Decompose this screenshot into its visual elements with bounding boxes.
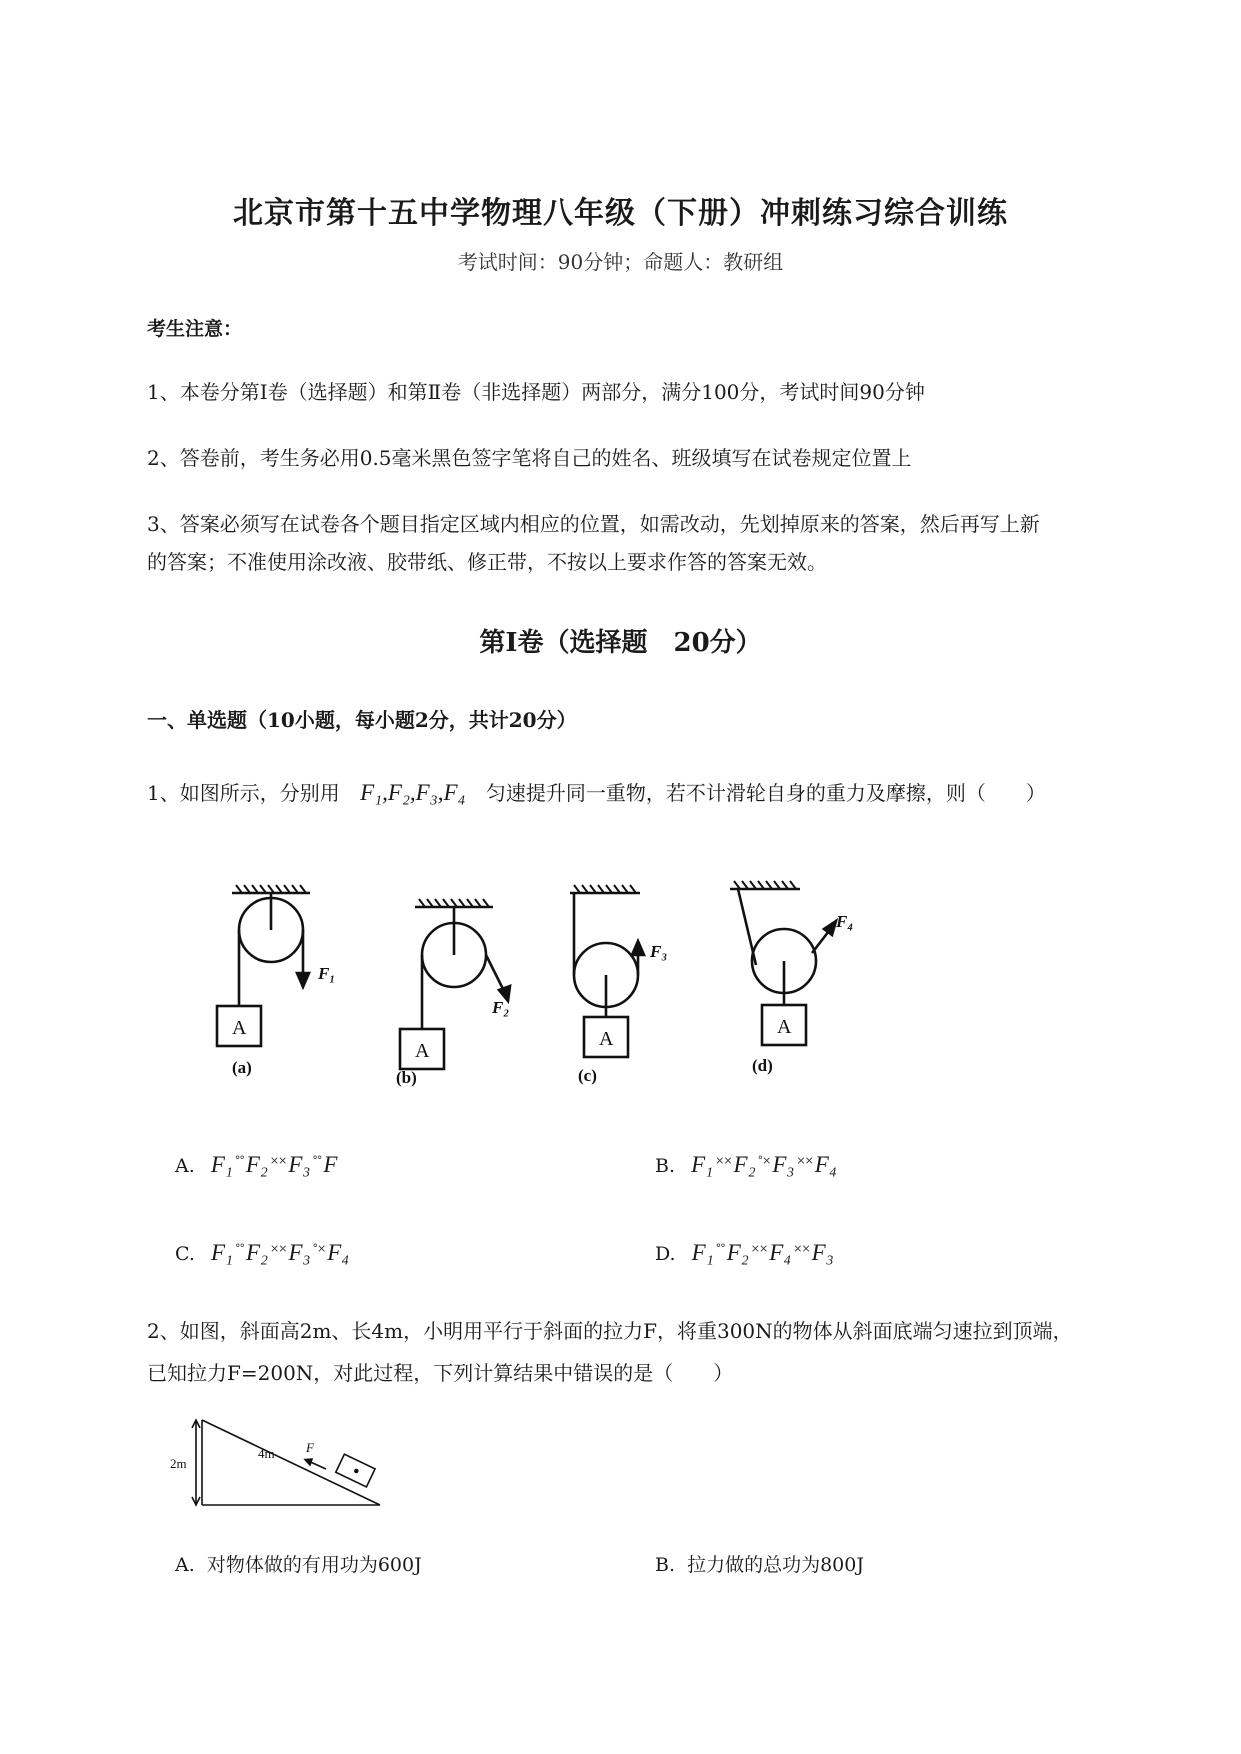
option-relation: °× xyxy=(312,1242,326,1255)
option-relation: ×× xyxy=(793,1242,810,1255)
option-relation: ×× xyxy=(796,1154,813,1167)
section-title: 第I卷（选择题 20分） xyxy=(479,628,762,658)
notice-item-1: 1、本卷分第I卷（选择题）和第Ⅱ卷（非选择题）两部分，满分100分，考试时间90分钟 xyxy=(147,380,925,404)
option-term: F₁ xyxy=(210,1152,233,1177)
option-term: F₁ xyxy=(691,1152,714,1177)
incline-figure xyxy=(170,1410,400,1510)
caption-c: (c) xyxy=(578,1066,597,1085)
pulley-diagram-a xyxy=(217,885,310,1046)
option-term: F₃ xyxy=(288,1240,311,1265)
option-term: F₃ xyxy=(811,1240,834,1265)
caption-a: (a) xyxy=(232,1058,252,1077)
option-letter: B. xyxy=(655,1554,676,1576)
pulley-figure xyxy=(160,865,980,1090)
force-label-f3: F₃ xyxy=(650,942,668,961)
option-letter: D. xyxy=(655,1243,676,1265)
block-label-b: A xyxy=(415,1040,430,1062)
caption-d: (d) xyxy=(752,1056,773,1075)
option-term: F₄ xyxy=(769,1240,792,1265)
section-subheading: 一、单选题（10小题，每小题2分，共计20分） xyxy=(147,708,577,732)
notice-item-3: 3、答案必须写在试卷各个题目指定区域内相应的位置，如需改动，先划掉原来的答案，然后再写上新 xyxy=(147,512,1040,536)
exam-info: 考试时间：90分钟；命题人：教研组 xyxy=(457,250,784,274)
option-letter: C. xyxy=(175,1243,195,1265)
option-relation: °× xyxy=(757,1154,771,1167)
incline-force-label: F xyxy=(306,1440,314,1455)
force-label-f1: F₁ xyxy=(318,964,336,983)
option-relation: ×× xyxy=(750,1242,768,1255)
q1-suffix: 匀速提升同一重物，若不计滑轮自身的重力及摩擦，则（ ） xyxy=(485,781,1046,805)
q1-option-c[interactable] xyxy=(175,1240,349,1266)
q2-option-a[interactable] xyxy=(175,1550,422,1577)
block-label-a: A xyxy=(232,1017,247,1039)
q1-forces: F₁,F₂,F₃,F₄ xyxy=(360,780,466,805)
option-term: F₂ xyxy=(733,1152,756,1177)
option-relation: °° xyxy=(312,1154,322,1167)
option-term: F₄ xyxy=(327,1240,350,1265)
q1-prefix: 1、如图所示，分别用 xyxy=(147,781,340,805)
incline-length-label: 4m xyxy=(258,1446,275,1461)
page-title: 北京市第十五中学物理八年级（下册）冲刺练习综合训练 xyxy=(233,196,1008,231)
option-term: F₂ xyxy=(245,1152,268,1177)
option-term: F₂ xyxy=(726,1240,749,1265)
option-relation: ×× xyxy=(715,1154,732,1167)
option-term: F₁ xyxy=(210,1240,233,1265)
notice-item-3-cont: 的答案；不准使用涂改液、胶带纸、修正带，不按以上要求作答的答案无效。 xyxy=(147,550,827,574)
question-2-line-2: 已知拉力F=200N，对此过程，下列计算结果中错误的是（ ） xyxy=(147,1361,734,1385)
question-1 xyxy=(147,772,1157,814)
notice-heading: 考生注意： xyxy=(147,318,243,340)
question-2-line-1: 2、如图，斜面高2m、长4m，小明用平行于斜面的拉力F，将重300N的物体从斜面底端匀速拉到顶端， xyxy=(147,1319,1073,1343)
force-label-f2: F₂ xyxy=(492,998,510,1017)
block-label-d: A xyxy=(777,1016,792,1038)
option-relation: °° xyxy=(715,1242,725,1255)
option-letter: A. xyxy=(175,1155,195,1177)
option-term: F₃ xyxy=(288,1152,311,1177)
option-relation: ×× xyxy=(269,1154,287,1167)
notice-item-2: 2、答卷前，考生务必用0.5毫米黑色签字笔将自己的姓名、班级填写在试卷规定位置上 xyxy=(147,446,912,470)
option-relation: ×× xyxy=(270,1242,287,1255)
option-term: F₁ xyxy=(691,1240,714,1265)
block-label-c: A xyxy=(599,1028,614,1050)
q1-option-a[interactable] xyxy=(175,1152,337,1178)
option-relation: °° xyxy=(235,1242,244,1255)
option-term: F₄ xyxy=(814,1152,837,1177)
option-term: F₃ xyxy=(772,1152,795,1177)
option-term: F₂ xyxy=(246,1240,269,1265)
option-text: 拉力做的总功为800J xyxy=(687,1554,864,1576)
incline-height-label: 2m xyxy=(170,1456,187,1471)
q2-option-b[interactable] xyxy=(655,1550,864,1577)
force-label-f4: F₄ xyxy=(836,912,854,931)
option-term: F xyxy=(323,1152,338,1177)
option-text: 对物体做的有用功为600J xyxy=(206,1554,422,1576)
option-letter: A. xyxy=(175,1554,195,1576)
q1-option-d[interactable] xyxy=(655,1240,834,1266)
option-relation: °° xyxy=(234,1154,244,1167)
option-letter: B. xyxy=(655,1155,676,1177)
caption-b: (b) xyxy=(396,1068,417,1087)
q1-option-b[interactable] xyxy=(655,1152,837,1178)
